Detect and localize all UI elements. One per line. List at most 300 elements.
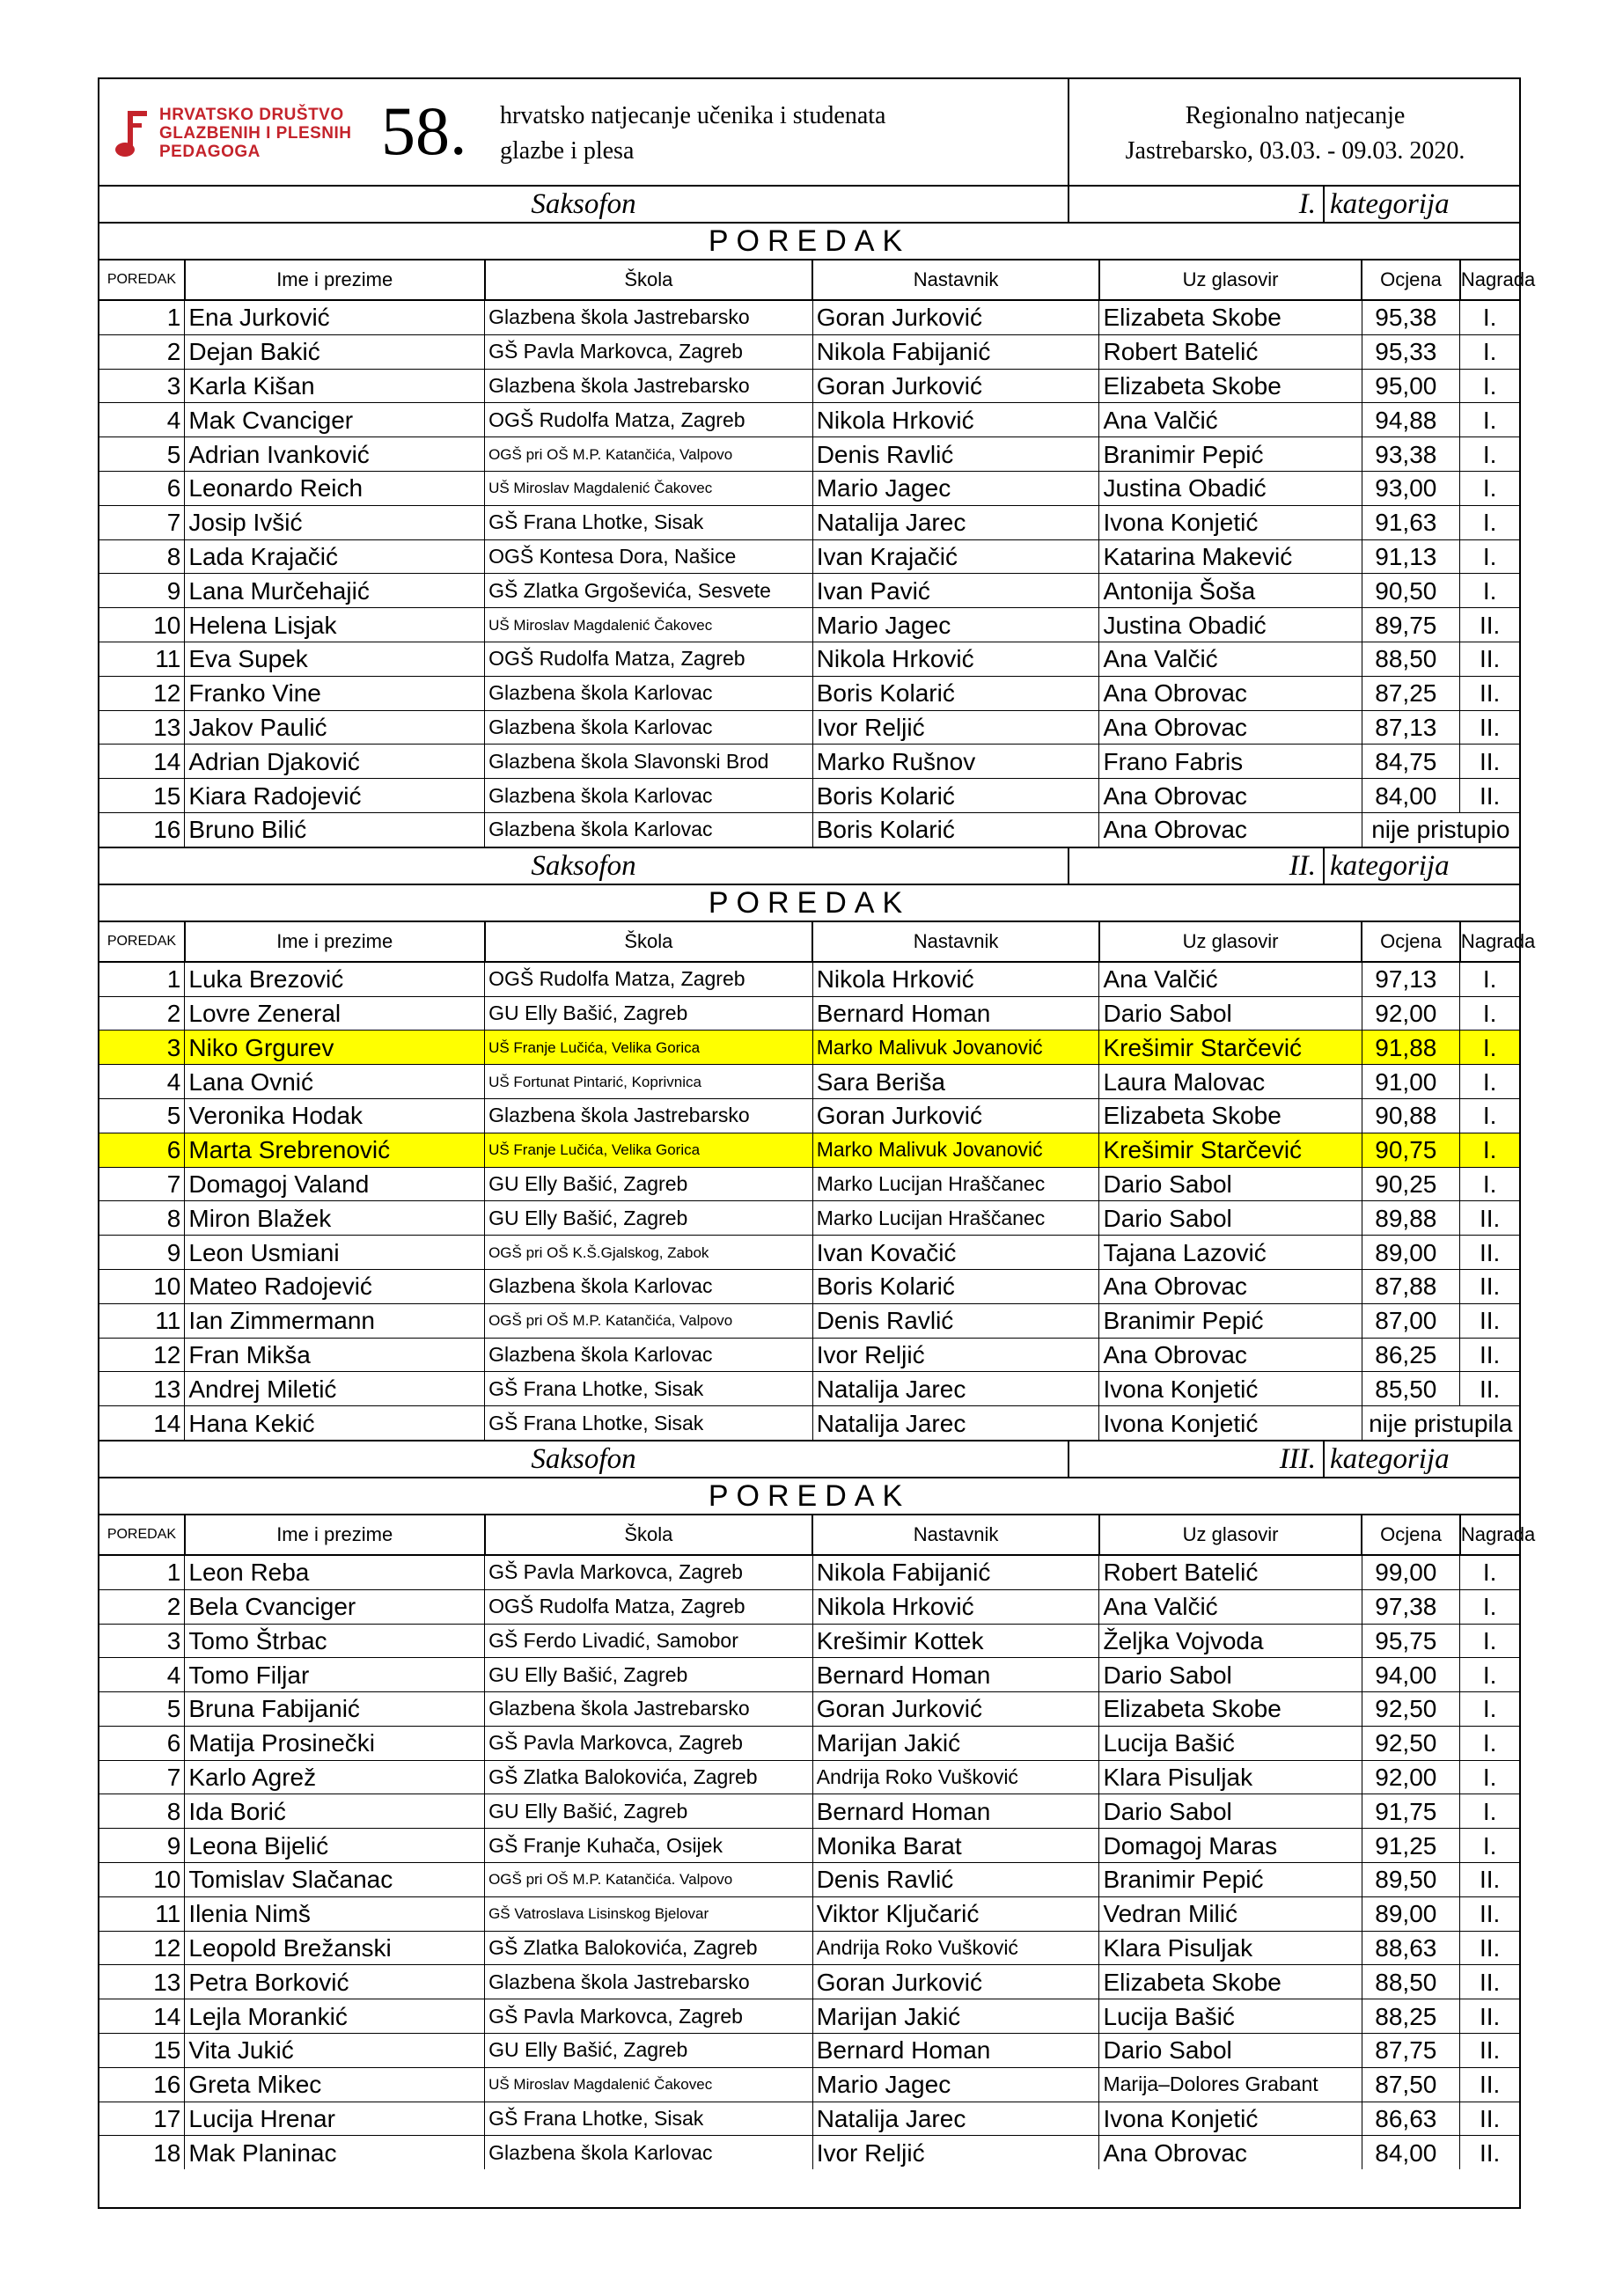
score-cell: 94,00	[1362, 1658, 1460, 1692]
teacher-cell: Goran Jurković	[812, 369, 1099, 403]
column-header: Ime i prezime	[185, 922, 485, 962]
score-cell: 84,00	[1362, 779, 1460, 813]
name-cell: Tomislav Slačanac	[185, 1863, 485, 1897]
school-cell: GŠ Frana Lhotke, Sisak	[485, 1406, 813, 1441]
rank-cell: 4	[99, 403, 185, 437]
category-section	[99, 1441, 1536, 2169]
rank-cell: 13	[99, 1965, 185, 1999]
table-row	[99, 779, 1519, 813]
school-cell: GŠ Pavla Markovca, Zagreb	[485, 1555, 813, 1589]
table-row	[99, 1658, 1519, 1692]
rank-cell: 6	[99, 1726, 185, 1760]
column-header: POREDAK	[99, 1515, 185, 1555]
score-cell: 86,25	[1362, 1338, 1460, 1372]
teacher-cell: Marko Lucijan Hraščanec	[812, 1167, 1099, 1201]
teacher-cell: Boris Kolarić	[812, 779, 1099, 813]
name-cell: Hana Kekić	[185, 1406, 485, 1441]
school-cell: OGŠ pri OŠ M.P. Katančića, Valpovo	[485, 437, 813, 472]
award-cell: I.	[1460, 437, 1519, 472]
table-row	[99, 2102, 1519, 2136]
award-cell: I.	[1460, 1624, 1519, 1658]
school-cell: GU Elly Bašić, Zagreb	[485, 1658, 813, 1692]
rank-cell: 7	[99, 505, 185, 539]
award-cell: I.	[1460, 505, 1519, 539]
piano-cell: Marija–Dolores Grabant	[1099, 2067, 1362, 2102]
table-row	[99, 2136, 1519, 2169]
score-cell: 91,13	[1362, 539, 1460, 574]
piano-cell: Ivona Konjetić	[1099, 1372, 1362, 1406]
teacher-cell: Sara Beriša	[812, 1065, 1099, 1099]
piano-cell: Ana Obrovac	[1099, 812, 1362, 847]
award-cell: I.	[1460, 996, 1519, 1031]
school-cell: Glazbena škola Karlovac	[485, 812, 813, 847]
rank-cell: 3	[99, 1624, 185, 1658]
piano-cell: Laura Malovac	[1099, 1065, 1362, 1099]
organization-logo	[115, 106, 379, 160]
name-cell: Franko Vine	[185, 676, 485, 710]
edition-number: 58.	[381, 92, 467, 169]
table-header-row	[99, 1515, 1519, 1555]
table-row	[99, 1760, 1519, 1794]
column-header: Nagrada	[1460, 260, 1519, 300]
column-header: POREDAK	[99, 260, 185, 300]
award-cell: II.	[1460, 1201, 1519, 1236]
name-cell: Kiara Radojević	[185, 779, 485, 813]
teacher-cell: Goran Jurković	[812, 1098, 1099, 1133]
table-row	[99, 1726, 1519, 1760]
ordering-heading: POREDAK	[99, 224, 1519, 260]
table-row	[99, 574, 1519, 608]
name-cell: Fran Mikša	[185, 1338, 485, 1372]
name-cell: Bruna Fabijanić	[185, 1692, 485, 1727]
school-cell: GŠ Frana Lhotke, Sisak	[485, 505, 813, 539]
rank-cell: 2	[99, 1589, 185, 1624]
school-cell: GU Elly Bašić, Zagreb	[485, 2034, 813, 2068]
award-cell: I.	[1460, 369, 1519, 403]
award-cell: II.	[1460, 2102, 1519, 2136]
teacher-cell: Goran Jurković	[812, 1965, 1099, 1999]
award-cell: II.	[1460, 2067, 1519, 2102]
score-cell: 95,00	[1362, 369, 1460, 403]
logo-text	[159, 106, 352, 161]
piano-cell: Tajana Lazović	[1099, 1236, 1362, 1270]
results-sheet	[98, 77, 1536, 2209]
school-cell: UŠ Miroslav Magdalenić Čakovec	[485, 471, 813, 505]
name-cell: Eva Supek	[185, 642, 485, 676]
teacher-cell: Ivor Reljić	[812, 2136, 1099, 2169]
award-cell: I.	[1460, 1167, 1519, 1201]
score-cell: 88,50	[1362, 642, 1460, 676]
teacher-cell: Viktor Ključarić	[812, 1896, 1099, 1931]
school-cell: UŠ Franje Lučića, Velika Gorica	[485, 1133, 813, 1167]
table-row	[99, 2034, 1519, 2068]
school-cell: UŠ Miroslav Magdalenić Čakovec	[485, 608, 813, 642]
school-cell: OGŠ Kontesa Dora, Našice	[485, 539, 813, 574]
rank-cell: 15	[99, 779, 185, 813]
piano-cell: Robert Batelić	[1099, 1555, 1362, 1589]
table-row	[99, 505, 1519, 539]
piano-cell: Antonija Šoša	[1099, 574, 1362, 608]
award-cell: I.	[1460, 574, 1519, 608]
piano-cell: Elizabeta Skobe	[1099, 1692, 1362, 1727]
score-cell: 87,75	[1362, 2034, 1460, 2068]
rank-cell: 8	[99, 1794, 185, 1829]
table-row	[99, 1896, 1519, 1931]
score-cell: 89,50	[1362, 1863, 1460, 1897]
table-row	[99, 642, 1519, 676]
teacher-cell: Ivan Kovačić	[812, 1236, 1099, 1270]
table-row	[99, 1031, 1519, 1065]
name-cell: Bruno Bilić	[185, 812, 485, 847]
table-row	[99, 1624, 1519, 1658]
school-cell: GŠ Pavla Markovca, Zagreb	[485, 1999, 813, 2034]
score-cell: 97,13	[1362, 962, 1460, 996]
rank-cell: 10	[99, 1863, 185, 1897]
score-cell: 92,50	[1362, 1692, 1460, 1727]
piano-cell: Branimir Pepić	[1099, 437, 1362, 472]
rank-cell: 12	[99, 1338, 185, 1372]
name-cell: Lana Murčehajić	[185, 574, 485, 608]
event-type: Regionalno natjecanje	[1185, 102, 1406, 129]
school-cell: GŠ Zlatka Balokovića, Zagreb	[485, 1760, 813, 1794]
teacher-cell: Nikola Hrković	[812, 403, 1099, 437]
teacher-cell: Andrija Roko Vušković	[812, 1760, 1099, 1794]
table-row	[99, 1133, 1519, 1167]
school-cell: Glazbena škola Slavonski Brod	[485, 745, 813, 779]
award-cell: I.	[1460, 1555, 1519, 1589]
name-cell: Marta Srebrenović	[185, 1133, 485, 1167]
results-table	[99, 922, 1536, 1441]
column-header: Nastavnik	[812, 1515, 1099, 1555]
teacher-cell: Goran Jurković	[812, 1692, 1099, 1727]
award-cell: II.	[1460, 1896, 1519, 1931]
score-cell: nije pristupio	[1362, 812, 1519, 847]
name-cell: Miron Blažek	[185, 1201, 485, 1236]
teacher-cell: Denis Ravlić	[812, 1303, 1099, 1338]
rank-cell: 8	[99, 539, 185, 574]
rank-cell: 5	[99, 437, 185, 472]
score-cell: 87,88	[1362, 1269, 1460, 1303]
name-cell: Adrian Djaković	[185, 745, 485, 779]
rank-cell: 2	[99, 334, 185, 369]
logo-line-2: GLAZBENIH I PLESNIH	[159, 124, 352, 143]
piano-cell: Justina Obadić	[1099, 608, 1362, 642]
teacher-cell: Bernard Homan	[812, 1658, 1099, 1692]
school-cell: Glazbena škola Jastrebarsko	[485, 300, 813, 334]
score-cell: 87,00	[1362, 1303, 1460, 1338]
teacher-cell: Monika Barat	[812, 1829, 1099, 1863]
score-cell: 86,63	[1362, 2102, 1460, 2136]
column-header: Škola	[485, 260, 813, 300]
rank-cell: 13	[99, 1372, 185, 1406]
school-cell: GŠ Frana Lhotke, Sisak	[485, 2102, 813, 2136]
score-cell: 87,25	[1362, 676, 1460, 710]
teacher-cell: Boris Kolarić	[812, 1269, 1099, 1303]
school-cell: UŠ Franje Lučića, Velika Gorica	[485, 1031, 813, 1065]
name-cell: Ena Jurković	[185, 300, 485, 334]
award-cell: I.	[1460, 1794, 1519, 1829]
column-header: Škola	[485, 922, 813, 962]
piano-cell: Justina Obadić	[1099, 471, 1362, 505]
category-number: II.	[1289, 849, 1316, 882]
table-row	[99, 996, 1519, 1031]
column-header: Uz glasovir	[1099, 260, 1362, 300]
category-label: kategorija	[1330, 1442, 1450, 1475]
score-cell: 92,00	[1362, 1760, 1460, 1794]
score-cell: 90,50	[1362, 574, 1460, 608]
event-info	[1069, 99, 1521, 169]
piano-cell: Dario Sabol	[1099, 996, 1362, 1031]
award-cell: I.	[1460, 1692, 1519, 1727]
name-cell: Veronika Hodak	[185, 1098, 485, 1133]
award-cell: II.	[1460, 710, 1519, 745]
school-cell: Glazbena škola Karlovac	[485, 710, 813, 745]
rank-cell: 11	[99, 1896, 185, 1931]
teacher-cell: Goran Jurković	[812, 300, 1099, 334]
piano-cell: Ana Obrovac	[1099, 2136, 1362, 2169]
name-cell: Domagoj Valand	[185, 1167, 485, 1201]
column-header: Nastavnik	[812, 922, 1099, 962]
teacher-cell: Bernard Homan	[812, 2034, 1099, 2068]
name-cell: Leona Bijelić	[185, 1829, 485, 1863]
music-note-icon	[115, 109, 154, 160]
score-cell: 89,00	[1362, 1896, 1460, 1931]
rank-cell: 7	[99, 1167, 185, 1201]
table-row	[99, 1965, 1519, 1999]
award-cell: I.	[1460, 539, 1519, 574]
score-cell: 87,50	[1362, 2067, 1460, 2102]
table-row	[99, 1236, 1519, 1270]
teacher-cell: Ivan Krajačić	[812, 539, 1099, 574]
table-row	[99, 1692, 1519, 1727]
category-number: III.	[1279, 1442, 1316, 1475]
award-cell: II.	[1460, 2034, 1519, 2068]
score-cell: 91,63	[1362, 505, 1460, 539]
teacher-cell: Bernard Homan	[812, 996, 1099, 1031]
table-row	[99, 710, 1519, 745]
rank-cell: 1	[99, 962, 185, 996]
rank-cell: 14	[99, 745, 185, 779]
piano-cell: Katarina Makević	[1099, 539, 1362, 574]
award-cell: I.	[1460, 403, 1519, 437]
table-header-row	[99, 922, 1519, 962]
name-cell: Karla Kišan	[185, 369, 485, 403]
category-label: kategorija	[1330, 849, 1450, 882]
school-cell: Glazbena škola Karlovac	[485, 779, 813, 813]
score-cell: 91,25	[1362, 1829, 1460, 1863]
teacher-cell: Mario Jagec	[812, 471, 1099, 505]
name-cell: Ilenia Nimš	[185, 1896, 485, 1931]
rank-cell: 3	[99, 369, 185, 403]
name-cell: Lejla Morankić	[185, 1999, 485, 2034]
table-row	[99, 1303, 1519, 1338]
teacher-cell: Ivan Pavić	[812, 574, 1099, 608]
results-table	[99, 260, 1536, 848]
rank-cell: 16	[99, 2067, 185, 2102]
name-cell: Karlo Agrež	[185, 1760, 485, 1794]
name-cell: Jakov Paulić	[185, 710, 485, 745]
name-cell: Adrian Ivanković	[185, 437, 485, 472]
school-cell: GŠ Zlatka Balokovića, Zagreb	[485, 1931, 813, 1965]
table-row	[99, 608, 1519, 642]
teacher-cell: Mario Jagec	[812, 2067, 1099, 2102]
category-section	[99, 187, 1536, 848]
award-cell: I.	[1460, 1065, 1519, 1099]
piano-cell: Ivona Konjetić	[1099, 2102, 1362, 2136]
piano-cell: Klara Pisuljak	[1099, 1931, 1362, 1965]
column-header: Ime i prezime	[185, 260, 485, 300]
rank-cell: 11	[99, 642, 185, 676]
table-row	[99, 745, 1519, 779]
school-cell: GŠ Pavla Markovca, Zagreb	[485, 334, 813, 369]
ordering-heading: POREDAK	[99, 1478, 1519, 1515]
rank-cell: 11	[99, 1303, 185, 1338]
score-cell: 90,75	[1362, 1133, 1460, 1167]
school-cell: GŠ Vatroslava Lisinskog Bjelovar	[485, 1896, 813, 1931]
table-row	[99, 1863, 1519, 1897]
teacher-cell: Boris Kolarić	[812, 812, 1099, 847]
rank-cell: 9	[99, 1829, 185, 1863]
score-cell: 84,00	[1362, 2136, 1460, 2169]
teacher-cell: Bernard Homan	[812, 1794, 1099, 1829]
piano-cell: Ana Obrovac	[1099, 779, 1362, 813]
rank-cell: 7	[99, 1760, 185, 1794]
score-cell: 89,75	[1362, 608, 1460, 642]
name-cell: Petra Borković	[185, 1965, 485, 1999]
table-row	[99, 437, 1519, 472]
piano-cell: Ana Obrovac	[1099, 1338, 1362, 1372]
school-cell: OGŠ pri OŠ M.P. Katančića. Valpovo	[485, 1863, 813, 1897]
name-cell: Niko Grgurev	[185, 1031, 485, 1065]
teacher-cell: Mario Jagec	[812, 608, 1099, 642]
name-cell: Bela Cvanciger	[185, 1589, 485, 1624]
category-section	[99, 848, 1536, 1441]
school-cell: GU Elly Bašić, Zagreb	[485, 1167, 813, 1201]
column-header: Ocjena	[1362, 922, 1460, 962]
column-header: Uz glasovir	[1099, 1515, 1362, 1555]
score-cell: 90,88	[1362, 1098, 1460, 1133]
piano-cell: Dario Sabol	[1099, 1167, 1362, 1201]
score-cell: 88,50	[1362, 1965, 1460, 1999]
column-header: POREDAK	[99, 922, 185, 962]
score-cell: 93,38	[1362, 437, 1460, 472]
award-cell: I.	[1460, 1829, 1519, 1863]
document-header	[99, 79, 1519, 187]
name-cell: Tomo Filjar	[185, 1658, 485, 1692]
table-row	[99, 1829, 1519, 1863]
piano-cell: Krešimir Starčević	[1099, 1133, 1362, 1167]
instrument-name: Saksofon	[531, 849, 636, 882]
teacher-cell: Natalija Jarec	[812, 1372, 1099, 1406]
teacher-cell: Nikola Hrković	[812, 1589, 1099, 1624]
score-cell: 91,88	[1362, 1031, 1460, 1065]
score-cell: 94,88	[1362, 403, 1460, 437]
teacher-cell: Nikola Hrković	[812, 962, 1099, 996]
score-cell: 95,38	[1362, 300, 1460, 334]
school-cell: OGŠ Rudolfa Matza, Zagreb	[485, 1589, 813, 1624]
score-cell: 91,75	[1362, 1794, 1460, 1829]
table-row	[99, 1338, 1519, 1372]
award-cell: I.	[1460, 471, 1519, 505]
school-cell: GU Elly Bašić, Zagreb	[485, 1201, 813, 1236]
category-header	[99, 848, 1519, 885]
school-cell: GŠ Frana Lhotke, Sisak	[485, 1372, 813, 1406]
name-cell: Matija Prosinečki	[185, 1726, 485, 1760]
name-cell: Greta Mikec	[185, 2067, 485, 2102]
table-row	[99, 1794, 1519, 1829]
score-cell: nije pristupila	[1362, 1406, 1519, 1441]
award-cell: II.	[1460, 2136, 1519, 2169]
table-row	[99, 2067, 1519, 2102]
piano-cell: Lucija Bašić	[1099, 1726, 1362, 1760]
award-cell: II.	[1460, 676, 1519, 710]
award-cell: I.	[1460, 962, 1519, 996]
table-row	[99, 1555, 1519, 1589]
teacher-cell: Denis Ravlić	[812, 1863, 1099, 1897]
rank-cell: 5	[99, 1098, 185, 1133]
piano-cell: Elizabeta Skobe	[1099, 369, 1362, 403]
piano-cell: Elizabeta Skobe	[1099, 1965, 1362, 1999]
teacher-cell: Marko Malivuk Jovanović	[812, 1133, 1099, 1167]
teacher-cell: Ivor Reljić	[812, 1338, 1099, 1372]
instrument-name: Saksofon	[531, 1442, 636, 1475]
name-cell: Vita Jukić	[185, 2034, 485, 2068]
award-cell: II.	[1460, 642, 1519, 676]
school-cell: Glazbena škola Jastrebarsko	[485, 1098, 813, 1133]
award-cell: I.	[1460, 1031, 1519, 1065]
piano-cell: Ivona Konjetić	[1099, 1406, 1362, 1441]
table-header-row	[99, 260, 1519, 300]
piano-cell: Robert Batelić	[1099, 334, 1362, 369]
table-row	[99, 1201, 1519, 1236]
table-row	[99, 1406, 1519, 1441]
column-header: Nagrada	[1460, 922, 1519, 962]
rank-cell: 2	[99, 996, 185, 1031]
competition-title	[500, 99, 1063, 169]
name-cell: Lucija Hrenar	[185, 2102, 485, 2136]
name-cell: Lovre Zeneral	[185, 996, 485, 1031]
piano-cell: Dario Sabol	[1099, 1794, 1362, 1829]
score-cell: 93,00	[1362, 471, 1460, 505]
piano-cell: Elizabeta Skobe	[1099, 1098, 1362, 1133]
piano-cell: Ana Valčić	[1099, 403, 1362, 437]
award-cell: II.	[1460, 1303, 1519, 1338]
award-cell: II.	[1460, 1372, 1519, 1406]
rank-cell: 4	[99, 1065, 185, 1099]
school-cell: Glazbena škola Jastrebarsko	[485, 1692, 813, 1727]
piano-cell: Dario Sabol	[1099, 1201, 1362, 1236]
piano-cell: Dario Sabol	[1099, 2034, 1362, 2068]
school-cell: Glazbena škola Karlovac	[485, 1269, 813, 1303]
piano-cell: Ana Obrovac	[1099, 710, 1362, 745]
score-cell: 97,38	[1362, 1589, 1460, 1624]
school-cell: OGŠ pri OŠ K.Š.Gjalskog, Zabok	[485, 1236, 813, 1270]
award-cell: I.	[1460, 1726, 1519, 1760]
award-cell: II.	[1460, 1269, 1519, 1303]
award-cell: II.	[1460, 1338, 1519, 1372]
teacher-cell: Denis Ravlić	[812, 437, 1099, 472]
school-cell: UŠ Fortunat Pintarić, Koprivnica	[485, 1065, 813, 1099]
table-row	[99, 1999, 1519, 2034]
award-cell: II.	[1460, 1931, 1519, 1965]
table-row	[99, 676, 1519, 710]
piano-cell: Dario Sabol	[1099, 1658, 1362, 1692]
score-cell: 84,75	[1362, 745, 1460, 779]
score-cell: 89,00	[1362, 1236, 1460, 1270]
piano-cell: Vedran Milić	[1099, 1896, 1362, 1931]
column-header: Ocjena	[1362, 260, 1460, 300]
rank-cell: 6	[99, 471, 185, 505]
